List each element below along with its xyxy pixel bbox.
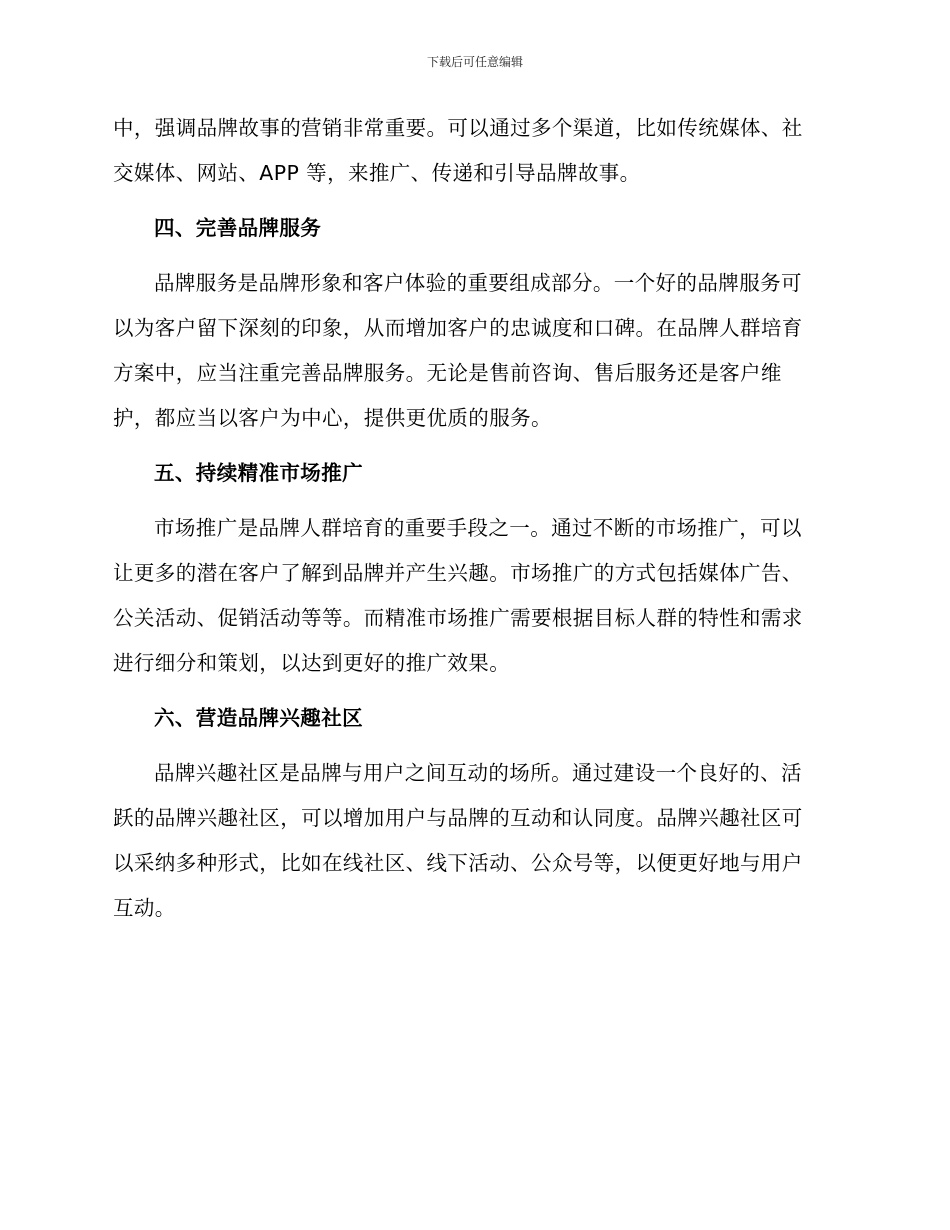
text-line: 市场推广是品牌人群培育的重要手段之一。通过不断的市场推广，可以 — [154, 516, 802, 540]
text-line: 护，都应当以客户为中心，提供更优质的服务。 — [113, 406, 552, 430]
text-line: 公关活动、促销活动等等。而精准市场推广需要根据目标人群的特性和需求 — [113, 606, 803, 630]
text-line: 中，强调品牌故事的营销非常重要。可以通过多个渠道，比如传统媒体、社 — [113, 116, 803, 140]
text-line: 交媒体、网站、APP 等，来推广、传递和引导品牌故事。 — [113, 161, 641, 185]
text-line: 让更多的潜在客户了解到品牌并产生兴趣。市场推广的方式包括媒体广告、 — [113, 561, 803, 585]
paragraph-section-4 — [113, 261, 833, 441]
section-heading-6: 六、营造品牌兴趣社区 — [154, 706, 363, 730]
paragraph-intro-continuation — [113, 106, 833, 196]
text-line: 以为客户留下深刻的印象，从而增加客户的忠诚度和口碑。在品牌人群培育 — [113, 316, 803, 340]
text-line: 进行细分和策划，以达到更好的推广效果。 — [113, 651, 511, 675]
text-line: 以采纳多种形式，比如在线社区、线下活动、公众号等，以便更好地与用户 — [113, 851, 803, 875]
text-line: 互动。 — [113, 896, 176, 920]
text-line: 品牌服务是品牌形象和客户体验的重要组成部分。一个好的品牌服务可 — [154, 271, 802, 295]
text-line: 跃的品牌兴趣社区，可以增加用户与品牌的互动和认同度。品牌兴趣社区可 — [113, 806, 803, 830]
text-line: 方案中，应当注重完善品牌服务。无论是售前咨询、售后服务还是客户维 — [113, 361, 782, 385]
page-header-note: 下载后可任意编辑 — [426, 55, 523, 69]
paragraph-section-6 — [113, 751, 833, 931]
section-heading-5: 五、持续精准市场推广 — [154, 461, 363, 485]
paragraph-section-5 — [113, 506, 833, 686]
text-line: 品牌兴趣社区是品牌与用户之间互动的场所。通过建设一个良好的、活 — [154, 761, 802, 785]
document-body — [113, 106, 833, 931]
section-heading-4: 四、完善品牌服务 — [154, 216, 322, 240]
